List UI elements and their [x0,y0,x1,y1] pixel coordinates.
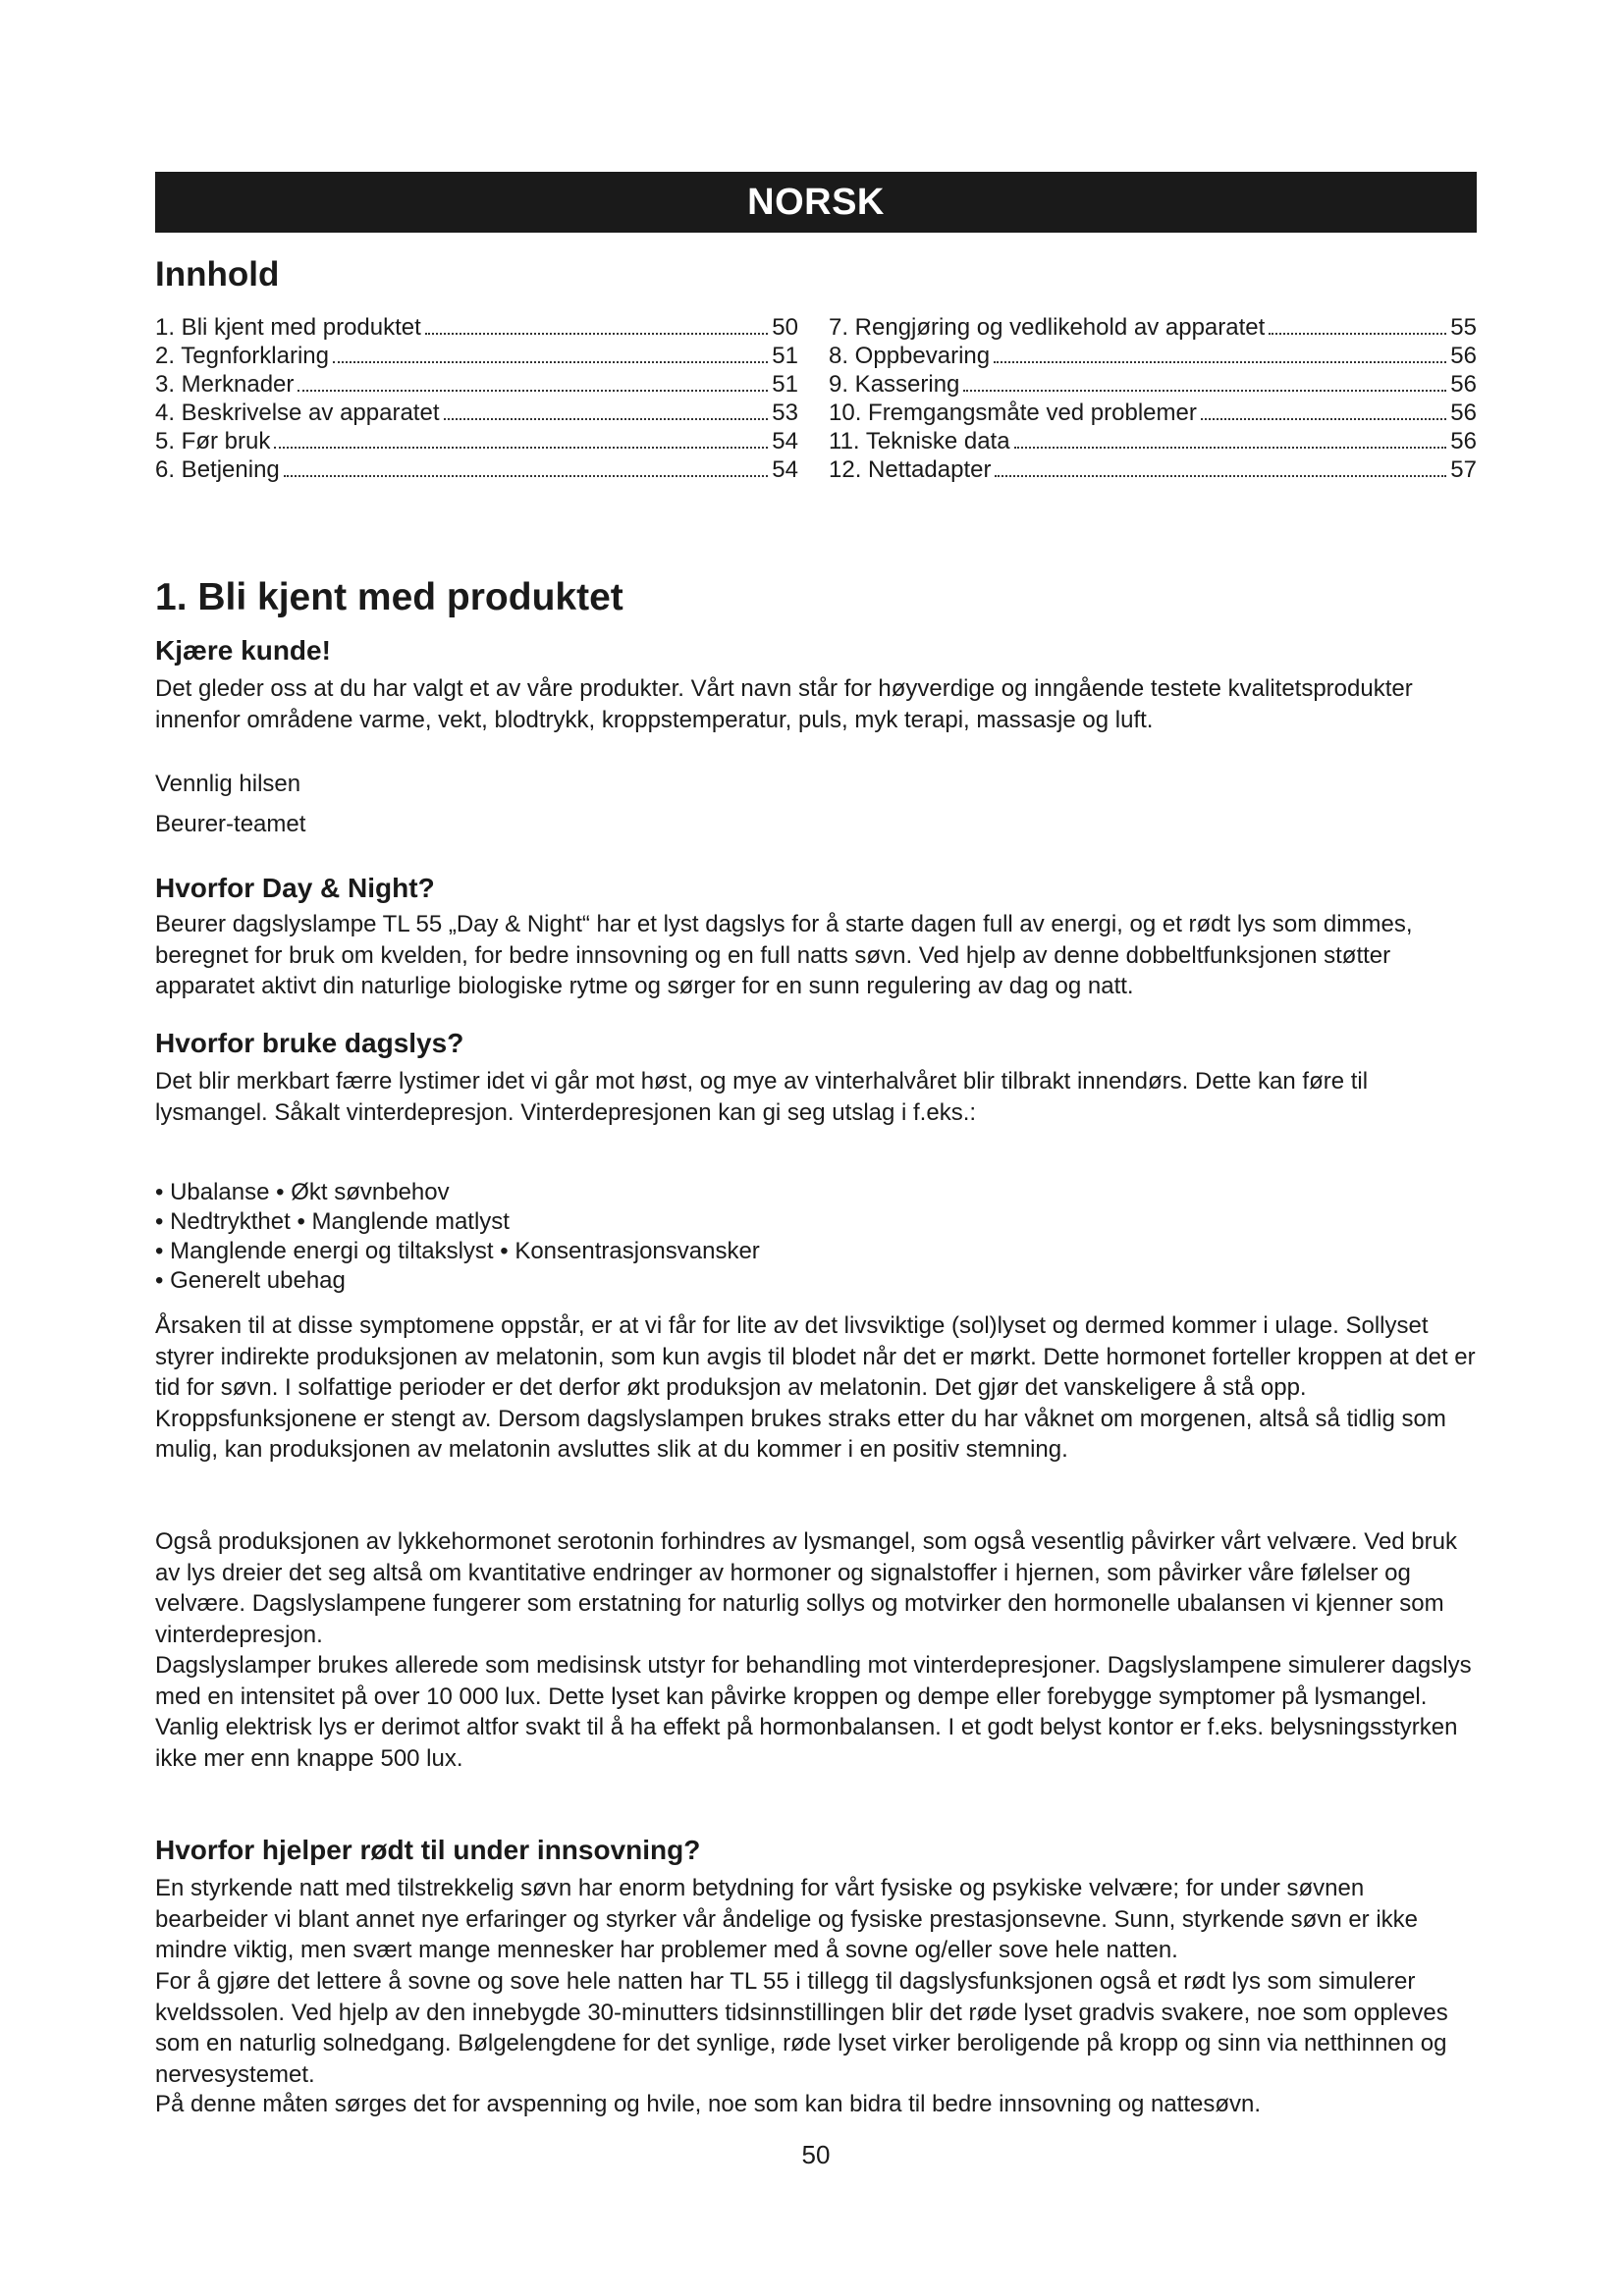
page [155,172,1477,2169]
table-of-contents [155,313,1477,484]
cause-paragraph-3: Dagslyslamper brukes allerede som medisinsk utstyr for behandling mot vinterdepresjoner. Dagslyslampene simulerer dagslys med en intensitet på over 10 000 lux. Dette lyset kan påvirke kroppen og dempe eller forebygge symptomer på lysmangel. Vanlig elektrisk lys er derimot altfor svakt til å ha effekt på hormonbalansen. I et godt belyst kontor er f.eks. belysningsstyrken ikke mer enn knappe 500 lux. [155,1652,1472,1772]
toc-dot-leader [963,390,1446,392]
toc-dot-leader [274,447,768,449]
toc-entry [829,455,1477,484]
toc-heading: Innhold [155,255,280,294]
red-light-paragraph-3: På denne måten sørges det for avspenning og hvile, noe som kan bidra til bedre innsovning og nattesøvn. [155,2091,1262,2117]
toc-entry [155,313,798,342]
toc-entry-label: 5. Før bruk [155,428,271,454]
toc-entry-label: 1. Bli kjent med produktet [155,314,421,341]
symptom-list [155,1178,760,1296]
toc-left-column [155,313,798,484]
toc-dot-leader [444,418,769,420]
toc-entry-label: 6. Betjening [155,456,280,483]
toc-entry [155,427,798,455]
toc-entry-page: 50 [772,314,798,341]
toc-entry-page: 51 [772,371,798,398]
toc-entry-page: 56 [1450,428,1477,454]
toc-dot-leader [298,390,768,392]
toc-entry-page: 56 [1450,400,1477,426]
toc-entry-page: 55 [1450,314,1477,341]
section-title: 1. Bli kjent med produktet [155,576,623,618]
list-item: • Generelt ubehag [155,1267,346,1294]
list-item: • Ubalanse • Økt søvnbehov [155,1179,450,1205]
toc-entry [155,455,798,484]
day-night-paragraph: Beurer dagslyslampe TL 55 „Day & Night“ har et lyst dagslys for å starte dagen full av energi, og et rødt lys som dimmes, beregnet for bruk om kvelden, for bedre innsovning og en full natts søvn. Ved hjelp av denne dobbeltfunksjonen støtter apparatet aktivt din naturlige biologiske rytme og sørger for en sunn regulering av dag og natt. [155,911,1413,999]
team-signature: Beurer-teamet [155,811,306,837]
toc-entry-page: 54 [772,428,798,454]
toc-entry-page: 56 [1450,371,1477,398]
toc-entry [829,370,1477,399]
intro-paragraph: Det gleder oss at du har valgt et av våre produkter. Vårt navn står for høyverdige og inngående testete kvalitetsprodukter innenfor områdene varme, vekt, blodtrykk, kroppstemperatur, puls, myk terapi, massasje og luft. [155,675,1413,733]
list-item: • Nedtrykthet • Manglende matlyst [155,1208,510,1235]
toc-entry-page: 56 [1450,343,1477,369]
toc-entry [155,370,798,399]
toc-entry [829,313,1477,342]
toc-dot-leader [1201,418,1446,420]
language-bar: NORSK [155,172,1477,233]
cause-paragraph-1: Årsaken til at disse symptomene oppstår, er at vi får for lite av det livsviktige (sol)lyset og dermed kommer i ulage. Sollyset styrer indirekte produksjonen av melatonin, som kun avgis til blodet når det er mørkt. Dette hormonet forteller kroppen at det er tid for søvn. I solfattige perioder er det derfor økt produksjon av melatonin. Det gjør det vanskeligere å stå opp. Kroppsfunksjonene er stengt av. Dersom dagslyslampen brukes straks etter du har våknet om morgenen, altså så tidlig som mulig, kan produksjonen av melatonin avsluttes slik at du kommer i en positiv stemning. [155,1312,1476,1463]
toc-entry-page: 53 [772,400,798,426]
toc-dot-leader [284,475,769,477]
toc-dot-leader [995,475,1446,477]
list-item: • Manglende energi og tiltakslyst • Konsentrasjonsvansker [155,1238,760,1264]
toc-entry-page: 51 [772,343,798,369]
toc-entry-label: 11. Tekniske data [829,428,1010,454]
toc-right-column [829,313,1477,484]
toc-entry-page: 54 [772,456,798,483]
toc-dot-leader [994,361,1446,363]
toc-entry [829,427,1477,455]
toc-entry [829,342,1477,370]
toc-dot-leader [425,333,768,335]
toc-dot-leader [1014,447,1447,449]
toc-entry-label: 9. Kassering [829,371,960,398]
red-light-paragraph-1: En styrkende natt med tilstrekkelig søvn har enorm betydning for vårt fysiske og psykiske velvære; for under søvnen bearbeider vi blant annet nye erfaringer og styrker vår åndelige og fysiske prestasjonsevne. Sunn, styrkende søvn er ikke mindre viktig, men svært mange mennesker har problemer med å sovne og/eller sove hele natten. [155,1875,1419,1963]
toc-entry-label: 10. Fremgangsmåte ved problemer [829,400,1197,426]
cause-paragraph-2: Også produksjonen av lykkehormonet serotonin forhindres av lysmangel, som også vesentlig påvirker vårt velvære. Ved bruk av lys dreier det seg altså om kvantitative endringer av hormoner og signalstoffer i hjernen, som påvirker våre følelser og velvære. Dagslyslampene fungerer som erstatning for naturlig sollys og motvirker den hormonelle ubalansen vi kjenner som vinterdepresjon. [155,1528,1457,1648]
toc-entry-label: 7. Rengjøring og vedlikehold av apparatet [829,314,1266,341]
toc-entry-page: 57 [1450,456,1477,483]
toc-entry [155,342,798,370]
toc-dot-leader [1269,333,1446,335]
toc-entry-label: 8. Oppbevaring [829,343,991,369]
toc-entry-label: 3. Merknader [155,371,295,398]
toc-entry-label: 2. Tegnforklaring [155,343,329,369]
greeting-heading: Kjære kunde! [155,635,331,666]
red-light-heading: Hvorfor hjelper rødt til under innsovning? [155,1835,701,1865]
daylight-paragraph: Det blir merkbart færre lystimer idet vi går mot høst, og mye av vinterhalvåret blir tilbrakt innendørs. Dette kan føre til lysmangel. Såkalt vinterdepresjon. Vinterdepresjonen kan gi seg utslag i f.eks.: [155,1068,1369,1126]
toc-entry [829,399,1477,427]
toc-entry-label: 12. Nettadapter [829,456,992,483]
day-night-heading: Hvorfor Day & Night? [155,873,435,903]
toc-dot-leader [333,361,768,363]
toc-entry [155,399,798,427]
red-light-paragraph-2: For å gjøre det lettere å sovne og sove hele natten har TL 55 i tillegg til dagslysfunksjonen også et rødt lys som simulerer kveldssolen. Ved hjelp av den innebygde 30-minutters tidsinnstillingen blir det røde lyset gradvis svakere, noe som oppleves som en naturlig solnedgang. Bølgelengdene for det synlige, røde lyset virker beroligende på kropp og sinn via netthinnen og nervesystemet. [155,1968,1448,2088]
toc-entry-label: 4. Beskrivelse av apparatet [155,400,440,426]
daylight-heading: Hvorfor bruke dagslys? [155,1028,464,1058]
page-number: 50 [801,2140,831,2169]
regards-text: Vennlig hilsen [155,771,301,797]
